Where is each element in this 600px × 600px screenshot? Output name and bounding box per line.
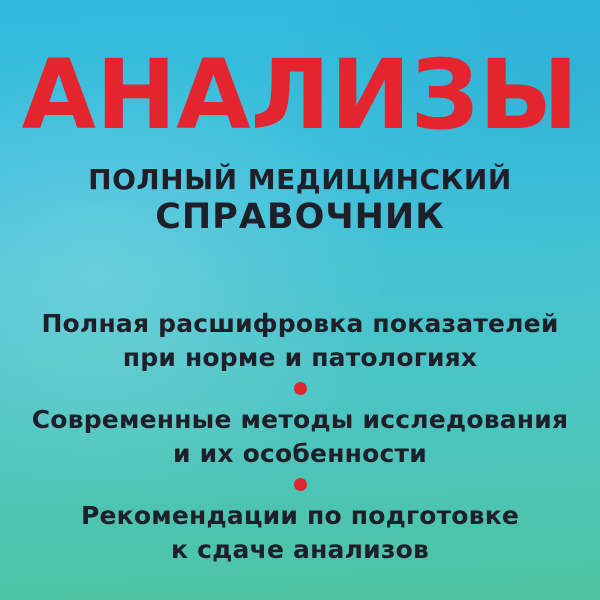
cover-subtitle-line-2: СПРАВОЧНИК [155,197,445,238]
dot-separator-icon [294,382,307,395]
feature-list [0,307,600,566]
feature-line: и их особенности [173,438,427,468]
feature-line: Полная расшифровка показателей [41,309,559,339]
feature-line: Рекомендации по подготовке [80,501,520,531]
cover-title: АНАЛИЗЫ [21,39,579,151]
cover-subtitle-line-1: ПОЛНЫЙ МЕДИЦИНСКИЙ [88,162,512,196]
feature-item [0,499,600,566]
feature-line: при норме и патологиях [122,342,478,372]
feature-line: к сдаче анализов [171,534,429,564]
feature-item [0,307,600,374]
dot-separator-icon [294,478,307,491]
feature-line: Современные методы исследования [31,405,569,435]
feature-item [0,403,600,470]
